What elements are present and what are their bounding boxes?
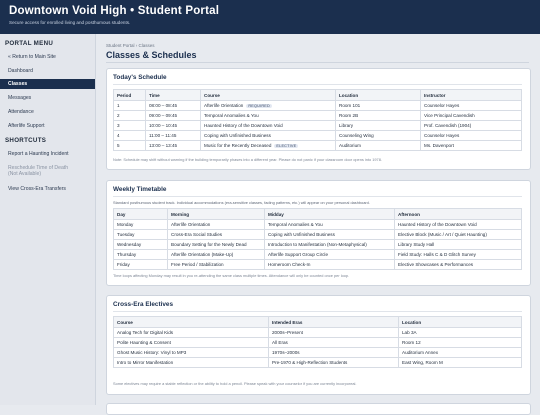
cell-course: [201, 101, 336, 111]
cell-time: 09:00 – 09:45: [146, 111, 201, 121]
portal-menu-heading: PORTAL MENU: [5, 40, 54, 47]
column-header: Period: [114, 90, 146, 101]
cell-location: Library: [336, 121, 421, 131]
shortcut-label: Reschedule Time of Death: [8, 165, 69, 171]
card-title: Weekly Timetable: [113, 186, 167, 193]
cell-location: Room 101: [336, 101, 421, 111]
sidebar-item-label: Dashboard: [8, 68, 33, 74]
column-header: Course: [114, 317, 269, 328]
cell-day: Thursday: [114, 250, 168, 260]
table-row[interactable]: [114, 348, 522, 358]
sidebar-item-label: « Return to Main Site: [8, 54, 56, 60]
cell-course: Temporal Anomalies & You: [201, 111, 336, 121]
table-row[interactable]: [114, 111, 522, 121]
table-row[interactable]: [114, 220, 522, 230]
cell-morning: Boundary Setting for the Newly Dead: [168, 240, 265, 250]
table-row[interactable]: [114, 358, 522, 368]
weekly-timetable-table: [113, 208, 522, 270]
cell-period: 5: [114, 141, 146, 151]
cell-midday: Homeroom Check-In: [265, 260, 395, 270]
cell-course: Ghost Music History: Vinyl to MP3: [114, 348, 269, 358]
cell-afternoon: Elective Block (Music / Art / Quiet Haunting): [395, 230, 522, 240]
shortcut-label: View Cross-Era Transfers: [8, 186, 66, 192]
site-subtitle: Secure access for enrolled living and posthumous students.: [9, 20, 131, 25]
card-divider: [113, 84, 522, 85]
cell-afternoon: Haunted History of the Downtown Void: [395, 220, 522, 230]
shortcuts-heading: SHORTCUTS: [5, 137, 47, 144]
breadcrumb: Student Portal › Classes: [106, 43, 155, 48]
sidebar-item-dashboard[interactable]: [0, 66, 95, 76]
timetable-intro: Standard posthumous student track. Individual accommodations (era-sensitive classes, fading patterns, etc.) will appear on your personal dashboard.: [113, 200, 370, 205]
cell-afternoon: Library Study Hall: [395, 240, 522, 250]
cell-morning: Free Period / Stabilization: [168, 260, 265, 270]
sidebar-item-label: Afterlife Support: [8, 123, 45, 129]
cell-day: Tuesday: [114, 230, 168, 240]
cell-midday: Afterlife Support Group Circle: [265, 250, 395, 260]
cell-afternoon: Elective Showcases & Performances: [395, 260, 522, 270]
required-badge: REQUIRED: [248, 104, 270, 108]
todays-schedule-card: [106, 68, 531, 170]
timetable-note: Time loops affecting Monday may result in you re-attending the same class multiple times. Attendance will only be counted once per loop.: [113, 273, 350, 278]
table-row[interactable]: [114, 260, 522, 270]
column-header: Instructor: [421, 90, 522, 101]
main-content: [95, 34, 540, 405]
site-title: Downtown Void High • Student Portal: [9, 5, 220, 17]
sidebar-item-label: Classes: [8, 81, 28, 87]
shortcut-report-haunting[interactable]: [0, 149, 95, 159]
column-header: Course: [201, 90, 336, 101]
cell-midday: Introduction to Manifestation (Non-Metaphysical): [265, 240, 395, 250]
cell-course: Intro to Mirror Manifestation: [114, 358, 269, 368]
column-header: Location: [399, 317, 522, 328]
cell-time: 11:00 – 11:45: [146, 131, 201, 141]
course-name: Music for the Recently Deceased: [204, 143, 272, 148]
cell-morning: Afterlife Orientation: [168, 220, 265, 230]
cell-instructor: Vice Principal Cavendish: [421, 111, 522, 121]
table-row[interactable]: [114, 121, 522, 131]
table-row[interactable]: [114, 230, 522, 240]
cell-period: 4: [114, 131, 146, 141]
cell-day: Friday: [114, 260, 168, 270]
column-header: Midday: [265, 209, 395, 220]
cell-time: 10:00 – 10:45: [146, 121, 201, 131]
card-title: Today's Schedule: [113, 74, 167, 81]
cell-eras: All Eras: [269, 338, 399, 348]
cell-midday: Coping with Unfinished Business: [265, 230, 395, 240]
table-row[interactable]: [114, 131, 522, 141]
sidebar-item-label: Attendance: [8, 109, 34, 115]
schedule-note: Note: Schedule may shift without warning if the building temporarily phases into a different year. Please do not panic if your classroom door opens into 1978.: [113, 157, 382, 162]
table-header-row: [114, 209, 522, 220]
sidebar-item-messages[interactable]: [0, 93, 95, 103]
cell-location: East Wing, Room M: [399, 358, 522, 368]
cell-course: Haunted History of the Downtown Void: [201, 121, 336, 131]
cross-era-electives-card: [106, 295, 531, 395]
cell-instructor: Prof. Cavendish (1904): [421, 121, 522, 131]
cell-period: 2: [114, 111, 146, 121]
table-header-row: [114, 317, 522, 328]
cell-eras: 1970s–2000s: [269, 348, 399, 358]
cell-midday: Temporal Anomalies & You: [265, 220, 395, 230]
cell-instructor: Counselor Hayes: [421, 101, 522, 111]
site-header: [0, 0, 540, 34]
course-name: Afterlife Orientation: [204, 103, 244, 108]
sidebar-item-attendance[interactable]: [0, 107, 95, 117]
cell-location: Auditorium Annex: [399, 348, 522, 358]
cell-instructor: Counselor Hayes: [421, 131, 522, 141]
column-header: Location: [336, 90, 421, 101]
page-title: Classes & Schedules: [106, 50, 197, 60]
cell-period: 3: [114, 121, 146, 131]
cell-instructor: Ms. Davenport: [421, 141, 522, 151]
card-divider: [113, 311, 522, 312]
cell-course: Coping with Unfinished Business: [201, 131, 336, 141]
cell-eras: Pre-1970 & High-Reflection Students: [269, 358, 399, 368]
table-row[interactable]: [114, 328, 522, 338]
column-header: Time: [146, 90, 201, 101]
cell-morning: Afterlife Orientation (Make-Up): [168, 250, 265, 260]
column-header: Day: [114, 209, 168, 220]
shortcut-cross-era-transfers[interactable]: [0, 184, 95, 194]
card-divider: [113, 196, 522, 197]
card-title: Cross-Era Electives: [113, 301, 174, 308]
shortcut-reschedule-death: [0, 163, 95, 179]
cell-location: Room 2B: [336, 111, 421, 121]
cell-location: Auditorium: [336, 141, 421, 151]
cell-day: Monday: [114, 220, 168, 230]
cell-location: Room 12: [399, 338, 522, 348]
table-header-row: [114, 90, 522, 101]
sidebar-item-label: Messages: [8, 95, 32, 101]
todays-schedule-table: [113, 89, 522, 151]
electives-note: Some electives may require a stable reflection or the ability to hold a pencil. Please speak with your counselor if you are currently incorporeal.: [113, 381, 357, 386]
shortcut-label: Report a Haunting Incident: [8, 151, 69, 157]
column-header: Intended Eras: [269, 317, 399, 328]
weekly-timetable-card: [106, 180, 531, 286]
cell-course: [201, 141, 336, 151]
column-header: Afternoon: [395, 209, 522, 220]
table-row[interactable]: [114, 250, 522, 260]
shortcut-unavailable-note: (Not Available): [8, 171, 42, 177]
cell-afternoon: Field Study: Halls C & D Glitch Survey: [395, 250, 522, 260]
cell-eras: 2000s–Present: [269, 328, 399, 338]
column-header: Morning: [168, 209, 265, 220]
table-row[interactable]: [114, 338, 522, 348]
cell-course: Analog Tech for Digital Kids: [114, 328, 269, 338]
cell-location: Counseling Wing: [336, 131, 421, 141]
cell-location: Lab 3A: [399, 328, 522, 338]
elective-badge: ELECTIVE: [276, 144, 297, 148]
table-row[interactable]: [114, 101, 522, 111]
cell-time: 08:00 – 08:45: [146, 101, 201, 111]
cell-time: 13:00 – 13:45: [146, 141, 201, 151]
sidebar: [0, 34, 96, 405]
cell-day: Wednesday: [114, 240, 168, 250]
cell-course: Polite Haunting & Consent: [114, 338, 269, 348]
cell-period: 1: [114, 101, 146, 111]
sidebar-item-classes[interactable]: [0, 79, 95, 89]
table-row[interactable]: [114, 240, 522, 250]
sidebar-item-return[interactable]: [0, 52, 95, 62]
cell-morning: Cross-Era Social Studies: [168, 230, 265, 240]
electives-table: [113, 316, 522, 368]
title-divider: [106, 62, 529, 63]
sidebar-item-afterlife-support[interactable]: [0, 121, 95, 131]
table-row[interactable]: [114, 141, 522, 151]
